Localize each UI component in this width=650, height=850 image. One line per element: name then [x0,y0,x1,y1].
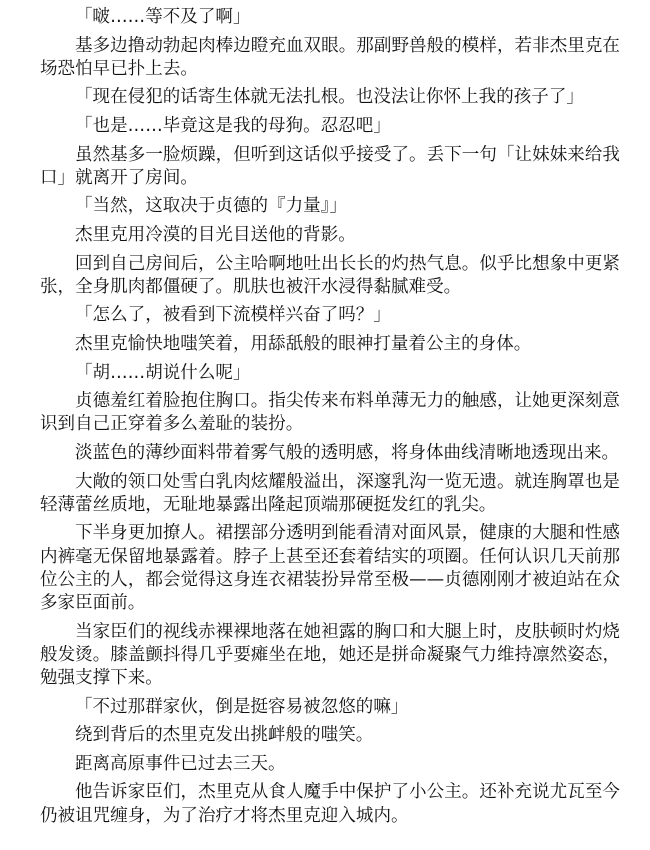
paragraph: 「怎么了，被看到下流模样兴奋了吗？」 [75,305,391,326]
paragraph: 基多边撸动勃起肉棒边瞪充血双眼。那副野兽般的模样，若非杰里克在场恐怕早已扑上去。 [40,35,620,79]
paragraph: 绕到背后的杰里克发出挑衅般的嗤笑。 [75,725,374,746]
paragraph: 他告诉家臣们，杰里克从食人魔手中保护了小公主。还补充说尤瓦至今仍被诅咒缠身，为了治疗才将杰里克迎入城内。 [40,782,620,826]
paragraph: 下半身更加撩人。裙摆部分透明到能看清对面风景，健康的大腿和性感内裤毫无保留地暴露着。脖子上甚至还套着结实的项圈。任何认识几天前那位公主的人，都会觉得这身连衣裙装扮异常至极——贞德刚刚才被迫站在众多家臣面前。 [40,523,620,613]
paragraph: 当家臣们的视线赤裸裸地落在她袒露的胸口和大腿上时，皮肤顿时灼烧般发烫。膝盖颤抖得几乎要瘫坐在地，她还是拼命凝聚气力维持凛然姿态，勉强支撑下来。 [40,621,620,688]
paragraph: 「现在侵犯的话寄生体就无法扎根。也没法让你怀上我的孩子了」 [75,87,584,108]
paragraph: 淡蓝色的薄纱面料带着雾气般的透明感，将身体曲线清晰地透现出来。 [75,442,620,463]
paragraph: 「当然，这取决于贞德的『力量』」 [75,196,348,217]
paragraph: 「啵……等不及了啊」 [75,7,251,27]
paragraph: 距离高原事件已过去三天。 [75,753,286,774]
paragraph: 「胡……胡说什么呢」 [75,362,251,383]
paragraph: 贞德羞红着脸抱住胸口。指尖传来布料单薄无力的触感，让她更深刻意识到自己正穿着多么羞耻的装扮。 [40,391,620,435]
paragraph: 「也是……毕竟这是我的母狗。忍忍吧」 [75,115,391,136]
paragraph: 回到自己房间后，公主哈啊地吐出长长的灼热气息。似乎比想象中更紧张，全身肌肉都僵硬了。肌肤也被汗水浸得黏腻难受。 [40,253,620,297]
paragraph: 杰里克愉快地嗤笑着，用舔舐般的眼神打量着公主的身体。 [75,333,532,354]
paragraph: 杰里克用冷漠的目光目送他的背影。 [75,224,356,245]
paragraph: 大敞的领口处雪白乳肉炫耀般溢出，深邃乳沟一览无遗。就连胸罩也是轻薄蕾丝质地，无耻地暴露出隆起顶端那硬挺发红的乳尖。 [40,471,620,515]
paragraph: 虽然基多一脸烦躁，但听到这话似乎接受了。丢下一句「让妹妹来给我口」就离开了房间。 [40,144,620,188]
paragraph: 「不过那群家伙，倒是挺容易被忽悠的嘛」 [75,696,409,717]
